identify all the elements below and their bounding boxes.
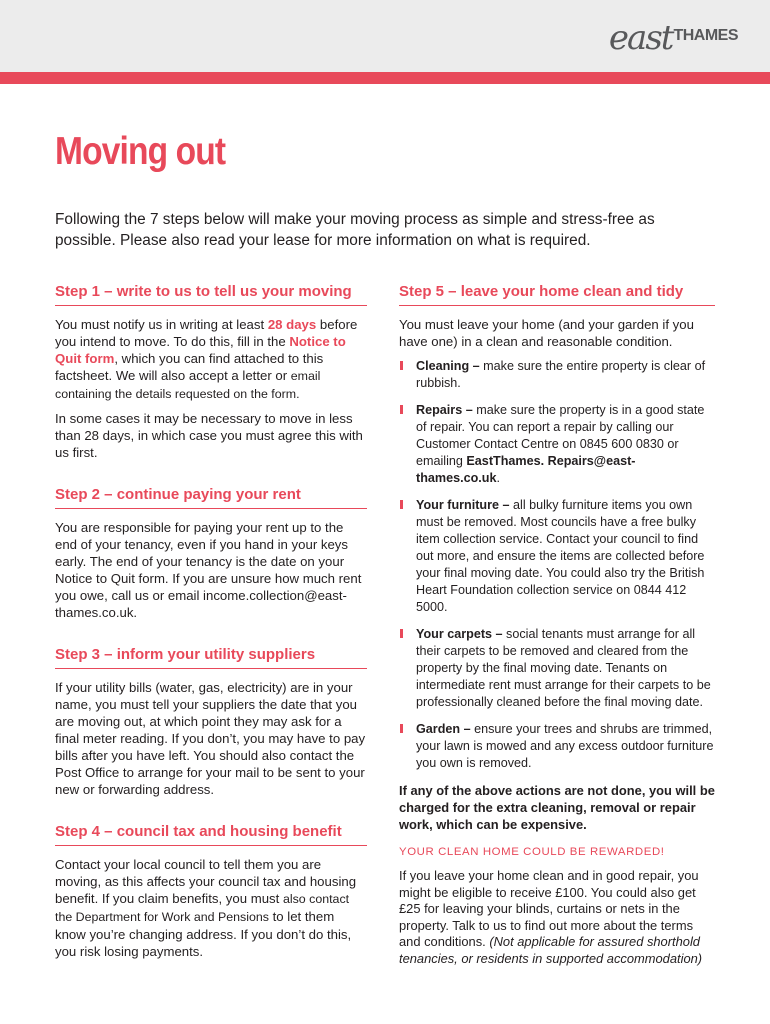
logo-east-text: east [608,18,673,58]
step-3-paragraph: If your utility bills (water, gas, electricity) are in your name, you must tell your suppliers the date that you are moving out, at which point they may ask for a final meter reading. If you don’t, you may have to pay bills after you have left. You should also contact the Post Office to arrange for your mail to be sent to your new or forwarding address. [55,680,366,797]
reward-heading: YOUR CLEAN HOME COULD BE REWARDED! [399,846,665,858]
list-item: Your carpets – social tenants must arrange for all their carpets to be removed and cleared from the property by the final moving date. Tenants on intermediate rent must arrange for their carpets to be professionally cleaned before the final moving date. [399,626,715,711]
east-thames-logo [609,20,738,56]
bullet-icon [400,629,403,638]
step-1-section [55,282,367,461]
reward-paragraph: If you leave your home clean and in good repair, you might be eligible to receive £100. You could also get £25 for leaving your blinds, curtains or nets in the property. Talk to us to find out more about the terms and conditions. (Not applicable for assured shorthold tenancies, or residents in supported accommodation) [399,868,703,966]
step-4-heading: Step 4 – council tax and housing benefit [55,822,367,846]
charges-warning: If any of the above actions are not done, you will be charged for the extra cleaning, removal or repair work, which can be expensive. [399,783,715,832]
step-2-heading: Step 2 – continue paying your rent [55,485,367,509]
right-column [399,282,715,967]
bullet-icon [400,724,403,733]
step-1-paragraph-2: In some cases it may be necessary to move in less than 28 days, in which case you must agree this with us first. [55,411,363,460]
bullet-icon [400,361,403,370]
step-3-heading: Step 3 – inform your utility suppliers [55,645,367,669]
step-5-section [399,282,715,967]
notice-period-highlight: 28 days [267,317,317,332]
list-item: Cleaning – make sure the entire property is clear of rubbish. [399,358,715,392]
step-4-section [55,822,367,960]
intro-paragraph: Following the 7 steps below will make your moving process as simple and stress-free as possible. Please also read your lease for more information on what is required. [55,211,655,249]
left-column [55,282,367,960]
step-1-heading: Step 1 – write to us to tell us your moving [55,282,367,306]
step-5-heading: Step 5 – leave your home clean and tidy [399,282,715,306]
page-title: Moving out [55,130,226,173]
step-1-paragraph: You must notify us in writing at least 28 days before you intend to move. To do this, fill in the Notice to Quit form, which you can find attached to this factsheet. We will also accept a letter or email containing the details requested on the form. [55,317,358,401]
accent-bar [0,72,770,84]
step-2-paragraph: You are responsible for paying your rent up to the end of your tenancy, even if you hand in your keys early. The end of your tenancy is the date on your Notice to Quit form. If you are unsure how much rent you owe, call us or email income.collection@east-thames.co.uk. [55,520,362,620]
repairs-email[interactable]: EastThames. Repairs@east-thames.co.uk [416,454,636,485]
bullet-icon [400,500,403,509]
logo-thames-text: THAMES [673,27,738,44]
list-item: Garden – ensure your trees and shrubs are trimmed, your lawn is mowed and any excess outdoor furniture you own is removed. [399,721,715,772]
list-item: Your furniture – all bulky furniture items you own must be removed. Most councils have a free bulky item collection service. Contact your council to find out more, and ensure the items are collected before your final moving date. You could also try the British Heart Foundation collection service on 0844 412 5000. [399,497,715,616]
step-5-intro: You must leave your home (and your garden if you have one) in a clean and reasonable condition. [399,317,694,349]
step-3-section [55,645,367,798]
bullet-icon [400,405,403,414]
step-4-paragraph: Contact your local council to tell them you are moving, as this affects your council tax and housing benefit. If you claim benefits, you must also contact the Department for Work and Pensions to let them know you’re changing address. If you don’t do this, you risk losing payments. [55,857,357,959]
list-item: Repairs – make sure the property is in a good state of repair. You can report a repair by calling our Customer Contact Centre on 0845 600 0830 or emailing EastThames. Repairs@east-thames.co.uk. [399,402,715,487]
step-2-section [55,485,367,621]
notice-to-quit-link[interactable]: Notice to Quit form [55,334,346,366]
reward-note: (Not applicable for assured shorthold tenancies, or residents in supported accommodation) [399,934,703,966]
page-header [0,0,770,72]
step-5-checklist [399,358,715,772]
